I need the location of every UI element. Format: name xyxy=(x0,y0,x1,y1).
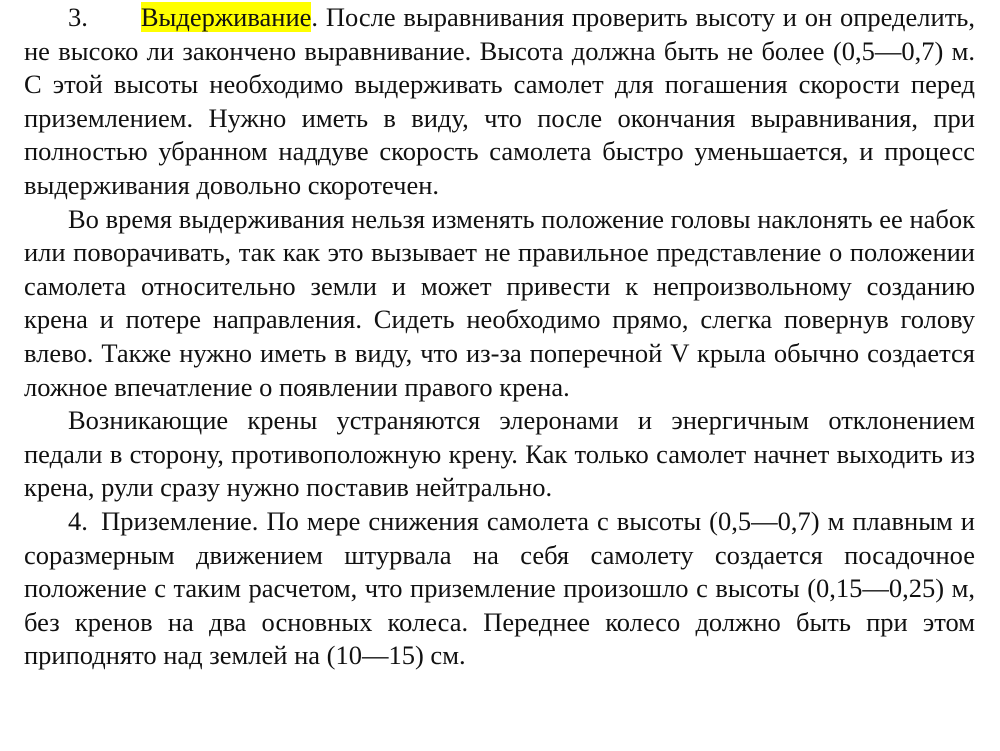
paragraph-roll-correction xyxy=(24,404,975,505)
document-page xyxy=(0,1,1000,751)
item-number-gap xyxy=(88,506,101,536)
paragraph-holding xyxy=(24,1,975,203)
paragraph-touchdown xyxy=(24,505,975,673)
paragraph-text: Приземление. По мере снижения самолета с высоты (0,5—0,7) м плавным и соразмерным движением штурвала на себя самолету создается посадочное положение с таким расчетом, что приземление произошло с высоты (0,15—0,25) м, без кренов на два основных колеса. Переднее колесо должно быть при этом приподнято над землей на (10—15) см. xyxy=(24,505,975,671)
item-number-gap xyxy=(88,2,141,32)
item-number: 4. xyxy=(68,505,88,536)
paragraph-head-position xyxy=(24,203,975,405)
paragraph-text: Во время выдерживания нельзя изменять положение головы наклонять ее набок или поворачивать, так как это вызывает не правильное представление о положении самолета относительно земли и может привести к непроизвольному созданию крена и потере направления. Сидеть необходимо прямо, слегка повернув голову влево. Также нужно иметь в виду, что из-за поперечной V крыла обычно создается ложное впечатление о появлении правого крена. xyxy=(24,203,975,402)
highlighted-term[interactable]: Выдерживание xyxy=(140,2,312,32)
paragraph-text: Возникающие крены устраняются элеронами и энергичным отклонением педали в сторону, противоположную крену. Как только самолет начнет выходить из крена, рули сразу нужно поставив нейтрально. xyxy=(24,405,975,503)
paragraph-text: . После выравнивания проверить высоту и он определить, не высоко ли закончено выравнивание. Высота должна быть не более (0,5—0,7) м. С этой высоты необходимо выдерживать самолет для погашения скорости перед приземлением. Нужно иметь в виду, что после окончания выравнивания, при полностью убранном наддуве скорость самолета быстро уменьшается, и процесс выдерживания довольно скоротечен. xyxy=(24,2,975,200)
item-number: 3. xyxy=(68,2,88,32)
